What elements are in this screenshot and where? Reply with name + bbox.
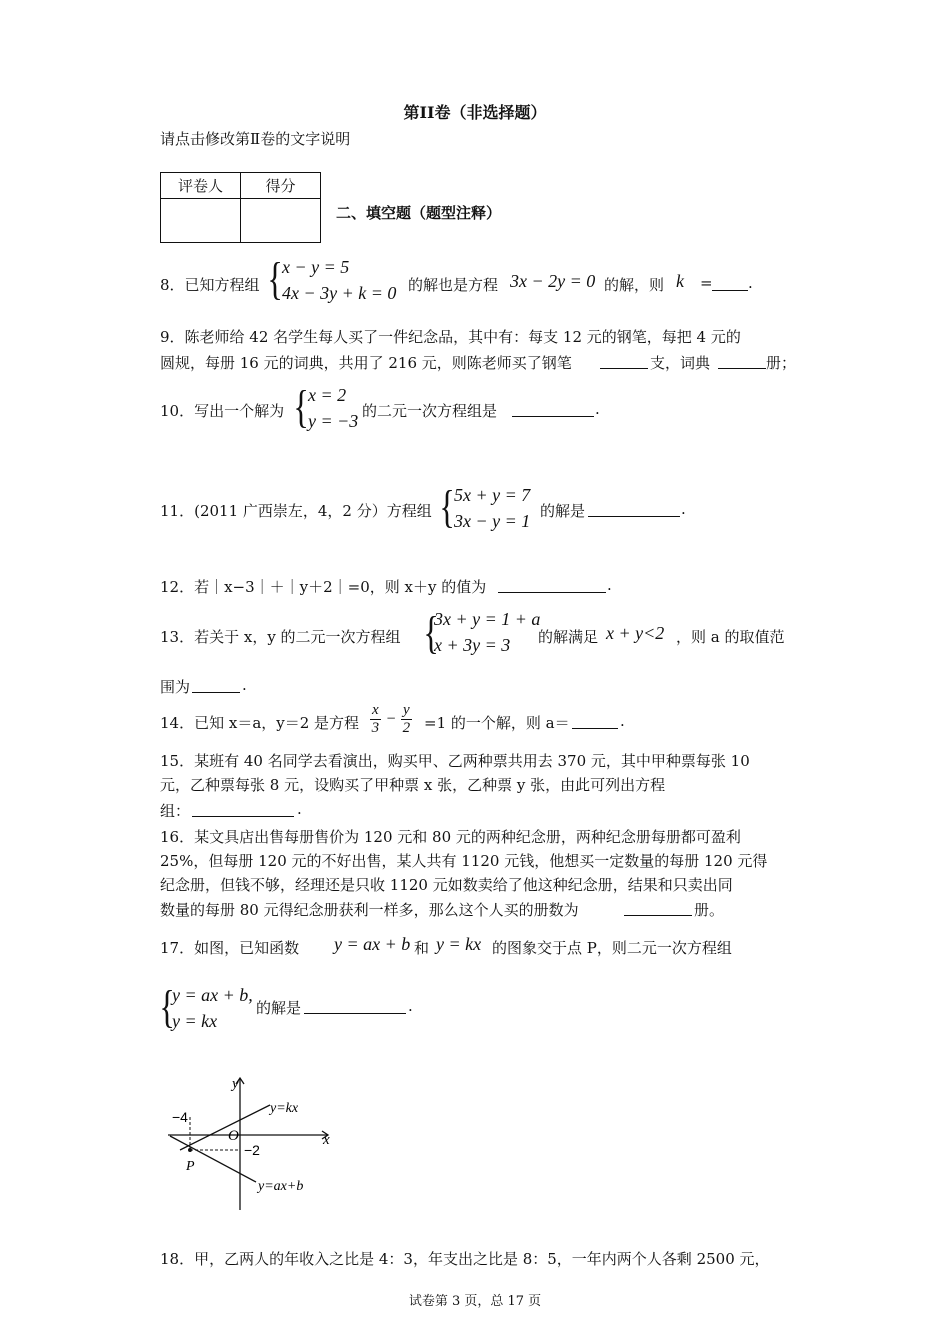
q8-answer-blank[interactable] [712, 276, 748, 291]
q13-prefix: 13．若关于 x，y 的二元一次方程组 [160, 628, 401, 646]
q17-system: y = ax + b, y = kx [172, 985, 253, 1031]
line-kx-label: y=kx [270, 1101, 299, 1116]
section-title: 第II卷（非选择题） [403, 103, 547, 122]
section-note[interactable]: 请点击修改第Ⅱ卷的文字说明 [160, 130, 351, 148]
point-p [188, 1148, 192, 1152]
q14-answer-blank[interactable] [572, 714, 618, 729]
q17-f1: y = ax + b [334, 934, 411, 954]
score-header-score: 得分 [241, 173, 321, 199]
q11-end: . [681, 500, 686, 518]
brace: { [293, 381, 309, 432]
q14-equation: $\frac{x}{3}$ − $\frac{y}{2}$ [371, 702, 411, 736]
q15-line3: 组： [160, 802, 191, 820]
brace: { [159, 981, 175, 1032]
q8-var: k [676, 271, 684, 291]
q13-suffix: ，则 a 的取值范 [676, 628, 785, 646]
q15-line1: 15．某班有 40 名同学去看演出，购买甲、乙两种票共用去 370 元，其中甲种票每张 10 [160, 752, 750, 770]
q8-system: x − y = 5 4x − 3y + k = 0 [282, 257, 397, 303]
q15-end: . [297, 800, 302, 818]
q16-line4a: 数量的每册 80 元得纪念册获利一样多，那么这个人买的册数为 [160, 901, 579, 919]
q13-system: 3x + y = 1 + a x + 3y = 3 [434, 609, 541, 655]
q12-answer-blank[interactable] [498, 578, 606, 593]
q16-line4b: 册。 [694, 901, 725, 919]
q8-end: . [748, 274, 753, 292]
label-neg2: −2 [244, 1142, 260, 1158]
score-cell-score[interactable] [241, 199, 321, 243]
q10-end: . [595, 400, 600, 418]
q18-text: 18．甲，乙两人的年收入之比是 4：3，年支出之比是 8：5，一年内两个人各剩 2500 元， [160, 1250, 770, 1268]
q12-text: 12．若｜x−3｜＋｜y＋2｜=0，则 x＋y 的值为 [160, 578, 487, 596]
page-footer: 试卷第 3 页，总 17 页 [408, 1294, 542, 1309]
q16-line3: 纪念册，但钱不够，经理还是只收 1120 元如数卖给了他这种纪念册，结果和只卖出同 [160, 876, 733, 894]
q13-mid: 的解满足 [538, 628, 599, 646]
q13-cond: x + y<2 [606, 623, 665, 643]
q10-system: x = 2 y = −3 [308, 385, 359, 431]
q15-line2: 元，乙种票每张 8 元，设购买了甲种票 x 张，乙种票 y 张，由此可列出方程 [160, 776, 666, 794]
q13-end: . [242, 676, 247, 694]
q12-end: . [607, 576, 612, 594]
q9-line1: 9．陈老师给 42 名学生每人买了一件纪念品，其中有：每支 12 元的钢笔，每把 4 元的 [160, 328, 741, 346]
q17-suffix: 的解是 [256, 999, 302, 1017]
q17-end: . [408, 997, 413, 1015]
q10-answer-blank[interactable] [512, 402, 594, 417]
q17-f2: y = kx [436, 934, 482, 954]
q10-suffix: 的二元一次方程组是 [362, 402, 498, 420]
function-graph [160, 1070, 340, 1220]
q9-line2a: 圆规，每册 16 元的词典，共用了 216 元，则陈老师买了钢笔 [160, 354, 572, 372]
q14-suffix: =1 的一个解，则 a＝ [424, 714, 570, 732]
q15-answer-blank[interactable] [192, 802, 294, 817]
q16-line2: 25%，但每册 120 元的不好出售，某人共有 1120 元钱，他想买一定数量的每册 120 元得 [160, 852, 768, 870]
brace: { [439, 481, 455, 532]
q17-answer-blank[interactable] [304, 999, 406, 1014]
q11-suffix: 的解是 [540, 502, 586, 520]
q9-line2c: 册； [766, 354, 797, 372]
q14-prefix: 14．已知 x＝a，y＝2 是方程 [160, 714, 360, 732]
q8-mid2: 的解，则 [604, 276, 665, 294]
q13-line2: 围为 [160, 678, 191, 696]
brace: { [423, 607, 439, 658]
score-header-grader: 评卷人 [161, 173, 241, 199]
brace: { [267, 253, 283, 304]
score-table [160, 172, 321, 243]
q9-dict-blank[interactable] [718, 354, 766, 369]
x-axis-label: x [323, 1132, 330, 1148]
line-axb-label: y=ax+b [258, 1179, 304, 1194]
q17-and: 和 [414, 939, 430, 957]
q11-answer-blank[interactable] [588, 502, 680, 517]
q17-line1a: 17．如图，已知函数 [160, 939, 300, 957]
q16-answer-blank[interactable] [624, 901, 692, 916]
score-cell-grader[interactable] [161, 199, 241, 243]
q16-line1: 16．某文具店出售每册售价为 120 元和 80 元的两种纪念册，两种纪念册每册都可盈利 [160, 828, 741, 846]
q8-prefix: 8．已知方程组 [160, 276, 260, 294]
q11-prefix: 11．(2011 广西崇左，4，2 分）方程组 [160, 502, 432, 520]
q17-line1b: 的图象交于点 P，则二元一次方程组 [492, 939, 732, 957]
q9-line2b: 支，词典 [650, 354, 711, 372]
y-axis-label: y [232, 1076, 239, 1092]
q8-mid: 的解也是方程 [408, 276, 499, 294]
point-p-label: P [186, 1159, 195, 1174]
q11-system: 5x + y = 7 3x − y = 1 [454, 485, 531, 531]
label-neg4: −4 [172, 1109, 188, 1125]
origin-label: O [228, 1128, 239, 1144]
q14-end: . [620, 712, 625, 730]
part-heading: 二、填空题（题型注释） [336, 204, 502, 222]
q8-eq-sign: = [700, 274, 713, 292]
q13-answer-blank[interactable] [192, 678, 240, 693]
q8-eq3: 3x − 2y = 0 [510, 271, 596, 291]
q9-pen-blank[interactable] [600, 354, 648, 369]
q10-prefix: 10．写出一个解为 [160, 402, 285, 420]
